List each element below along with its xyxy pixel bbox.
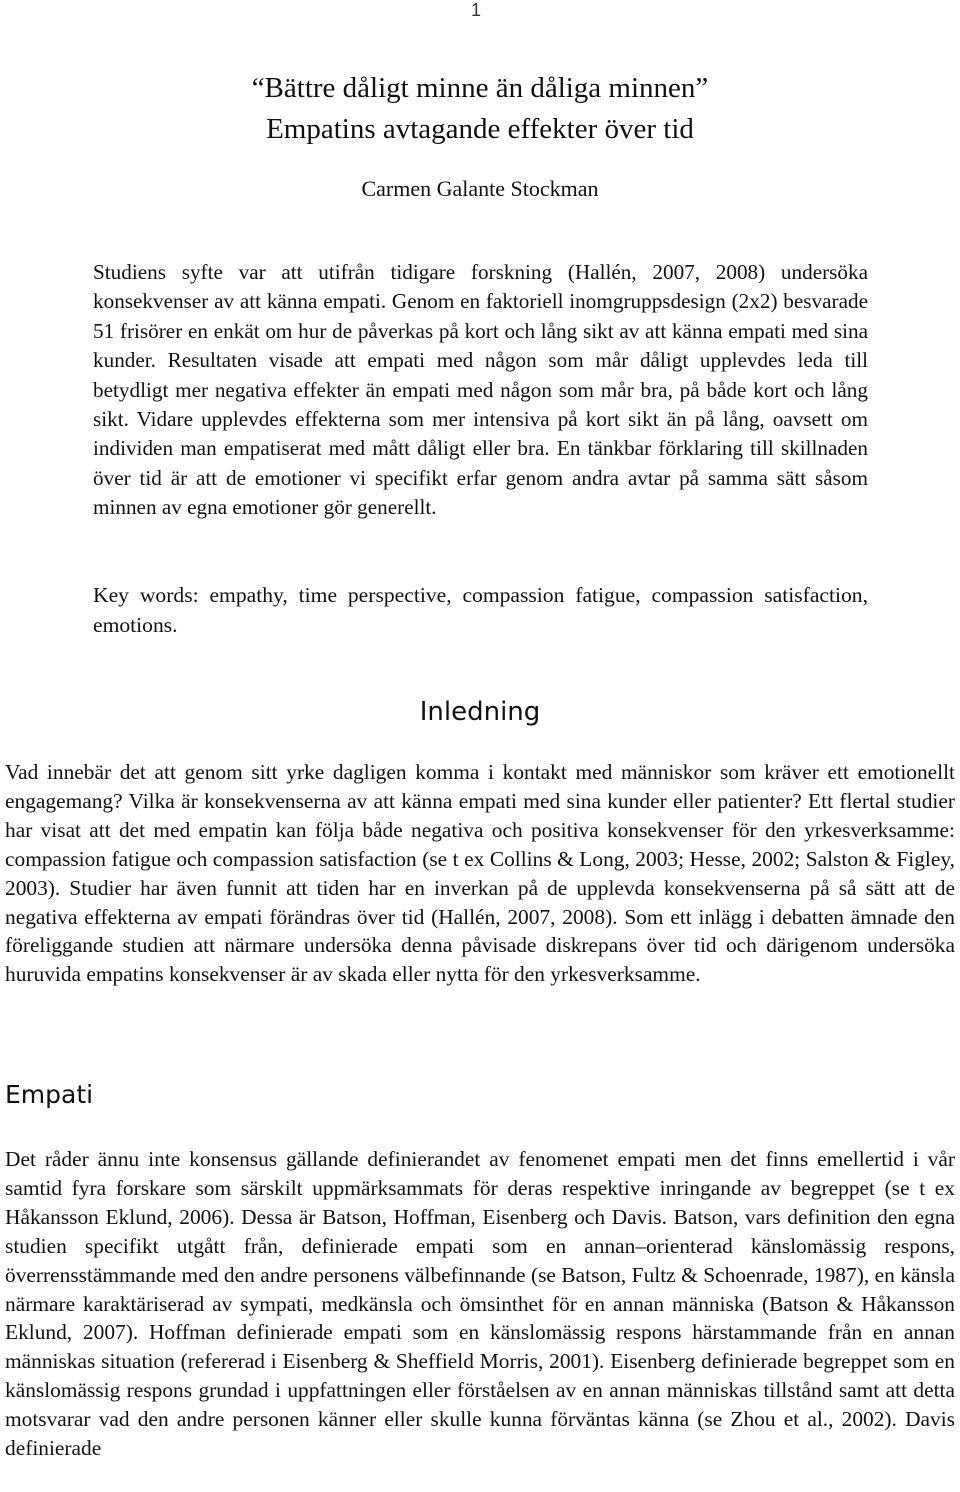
abstract: Studiens syfte var att utifrån tidigare forskning (Hallén, 2007, 2008) undersöka konsekvenser av att känna empati. Genom en faktoriell inomgruppsdesign (2x2) besvarade 51 frisörer en enkät om hur de påverkas på kort och lång sikt av att känna empati med sina kunder. Resultaten visade att empati med någon som mår dåligt upplevdes leda till betydligt mer negativa effekter än empati med någon som mår bra, på både kort och lång sikt. Vidare upplevdes effekterna som mer intensiva på kort sikt än på lång, oavsett om individen man empatiserat med mått dåligt eller bra. En tänkbar förklaring till skillnaden över tid är att de emotioner vi specifikt erfar genom andra avtar på samma sätt såsom minnen av egna emotioner gör generellt. [93, 260, 868, 520]
section-paragraph-inledning: Vad innebär det att genom sitt yrke dagligen komma i kontakt med människor som kräver ett emotionellt engagemang? Vilka är konsekvenserna av att känna empati med sina kunder eller patienter? Ett flertal studier har visat att det med empatin kan följa både negativa och positiva konsekvenser för den yrkesverksamme: compassion fatigue och compassion satisfaction (se t ex Collins & Long, 2003; Hesse, 2002; Salston & Figley, 2003). Studier har även funnit att tiden har en inverkan på de upplevda konsekvenserna på så sätt att de negativa effekterna av empati förändras över tid (Hallén, 2007, 2008). Som ett inlägg i debatten ämnade den föreliggande studien att närmare undersöka denna påvisade diskrepans över tid och därigenom undersöka huruvida empatins konsekvenser är av skada eller nytta för den yrkesverksamme. [5, 760, 955, 987]
keywords: Key words: empathy, time perspective, compassion fatigue, compassion satisfaction, emotions. [93, 583, 868, 637]
title-line-2: Empatins avtagande effekter över tid [266, 113, 694, 145]
section-heading-empati: Empati [5, 1080, 94, 1109]
section-paragraph-empati: Det råder ännu inte konsensus gällande definierandet av fenomenet empati men det finns emellertid i vår samtid fyra forskare som särskilt uppmärksammats för deras respektive inringande av begreppet (se t ex Håkansson Eklund, 2006). Dessa är Batson, Hoffman, Eisenberg och Davis. Batson, vars definition den egna studien specifikt utgått från, definierade empati som en annan–orienterad känslomässig respons, överrensstämmande med den andre personens välbefinnande (se Batson, Fultz & Schoenrade, 1987), en känsla närmare karaktäriserad av sympati, medkänsla och ömsinthet för en annan människa (Batson & Håkansson Eklund, 2007). Hoffman definierade empati som en känslomässig respons härstammande från en annan människas situation (refererad i Eisenberg & Sheffield Morris, 2001). Eisenberg definierade begreppet som en känslomässig respons grundad i uppfattningen eller förståelsen av en annan människas tillstånd samt att detta motsvarar vad den andre personen känner eller skulle kunna förväntas känna (se Zhou et al., 2002). Davis definierade [5, 1147, 955, 1461]
title-line-1: “Bättre dåligt minne än dåliga minnen” [251, 72, 709, 104]
section-heading-inledning: Inledning [419, 697, 541, 727]
author-name: Carmen Galante Stockman [361, 176, 599, 201]
page-number: 1 [471, 0, 482, 20]
